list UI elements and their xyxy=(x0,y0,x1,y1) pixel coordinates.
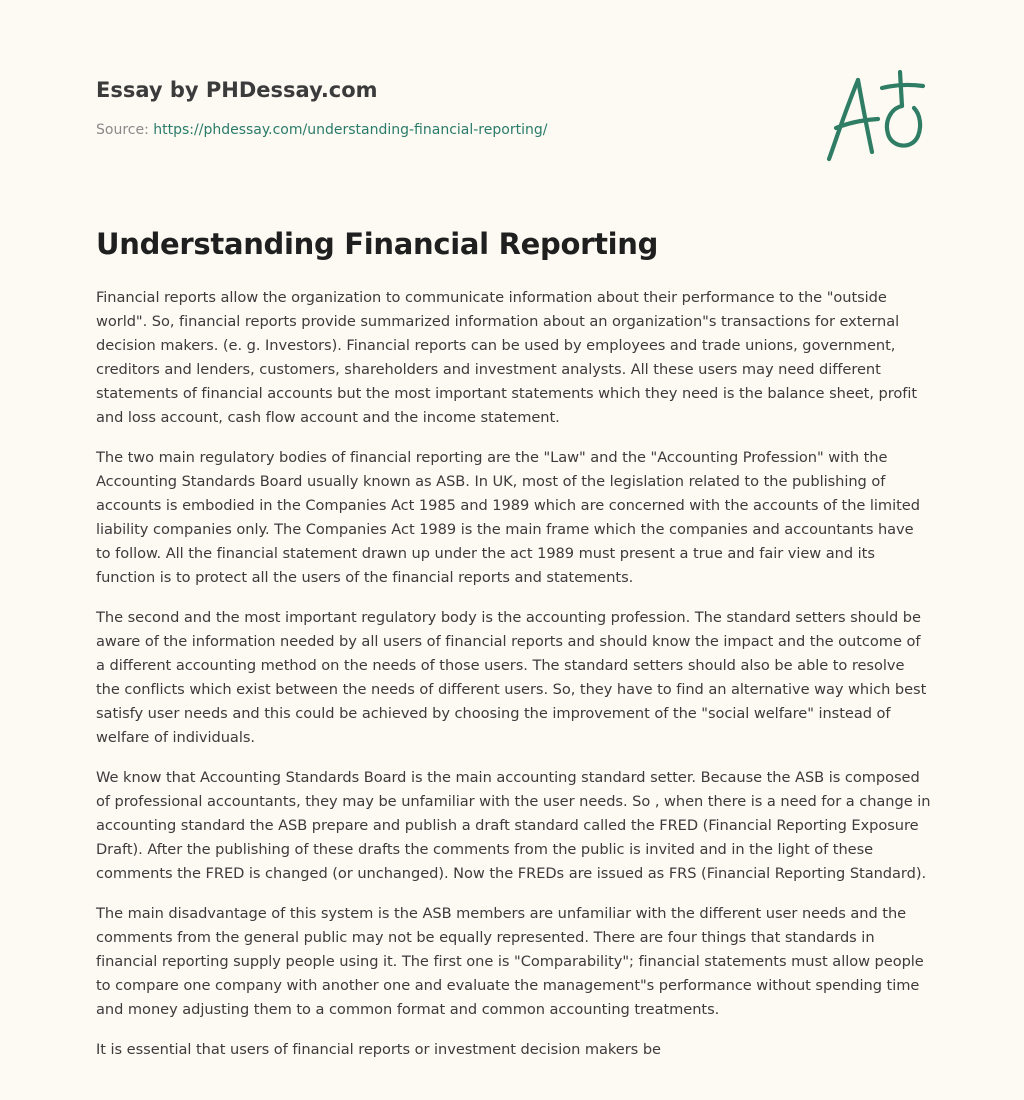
essay-paragraph: We know that Accounting Standards Board is the main accounting standard setter. Because the ASB is composed of professional accountants, they may be unfamiliar with the user needs. So , when there is a need for a change in accounting standard the ASB prepare and publish a draft standard called the FRED (Financial Reporting Exposure Draft). After the publishing of these drafts the comments from the public is invited and in the light of these comments the FRED is changed (or unchanged). Now the FREDs are issued as FRS (Financial Reporting Standard). xyxy=(96,769,931,882)
a-plus-logo-graphic xyxy=(822,66,930,166)
source-link[interactable]: https://phdessay.com/understanding-financial-reporting/ xyxy=(153,122,548,138)
essay-paragraph: It is essential that users of financial reports or investment decision makers be xyxy=(96,1041,661,1058)
essay-paragraph: The second and the most important regulatory body is the accounting profession. The standard setters should be aware of the information needed by all users of financial reports and should know the impact and the outcome of a different accounting method on the needs of those users. The standard setters should also be able to resolve the conflicts which exist between the needs of different users. So, they have to find an alternative way which best satisfy user needs and this could be achieved by choosing the improvement of the "social welfare" instead of welfare of individuals. xyxy=(96,609,927,746)
essay-paragraph: The two main regulatory bodies of financial reporting are the "Law" and the "Accounting Profession" with the Accounting Standards Board usually known as ASB. In UK, most of the legislation related to the publishing of accounts is embodied in the Companies Act 1985 and 1989 which are concerned with the accounts of the limited liability companies only. The Companies Act 1989 is the main frame which the companies and accountants have to follow. All the financial statement drawn up under the act 1989 must present a true and fair view and its function is to protect all the users of the financial reports and statements. xyxy=(96,449,920,586)
essay-paragraph: The main disadvantage of this system is the ASB members are unfamiliar with the different user needs and the comments from the general public may not be equally represented. There are four things that standards in financial reporting supply people using it. The first one is "Comparability"; financial statements must allow people to compare one company with another one and evaluate the management"s performance without spending time and money adjusting them to a common format and common accounting treatments. xyxy=(96,905,924,1018)
essay-article xyxy=(96,222,932,1078)
source-line xyxy=(96,120,796,140)
essay-paragraph: Financial reports allow the organization to communicate information about their performance to the "outside world". So, financial reports provide summarized information about an organization"s transactions for external decision makers. (e. g. Investors). Financial reports can be used by employees and trade unions, government, creditors and lenders, customers, shareholders and investment analysts. All these users may need different statements of financial accounts but the most important statements which they need is the balance sheet, profit and loss account, cash flow account and the income statement. xyxy=(96,289,918,426)
a-plus-logo xyxy=(822,66,930,166)
site-brand: Essay by PHDessay.com xyxy=(96,78,378,102)
source-label: Source: xyxy=(96,122,149,138)
essay-header xyxy=(96,74,796,140)
essay-title: Understanding Financial Reporting xyxy=(96,227,659,261)
